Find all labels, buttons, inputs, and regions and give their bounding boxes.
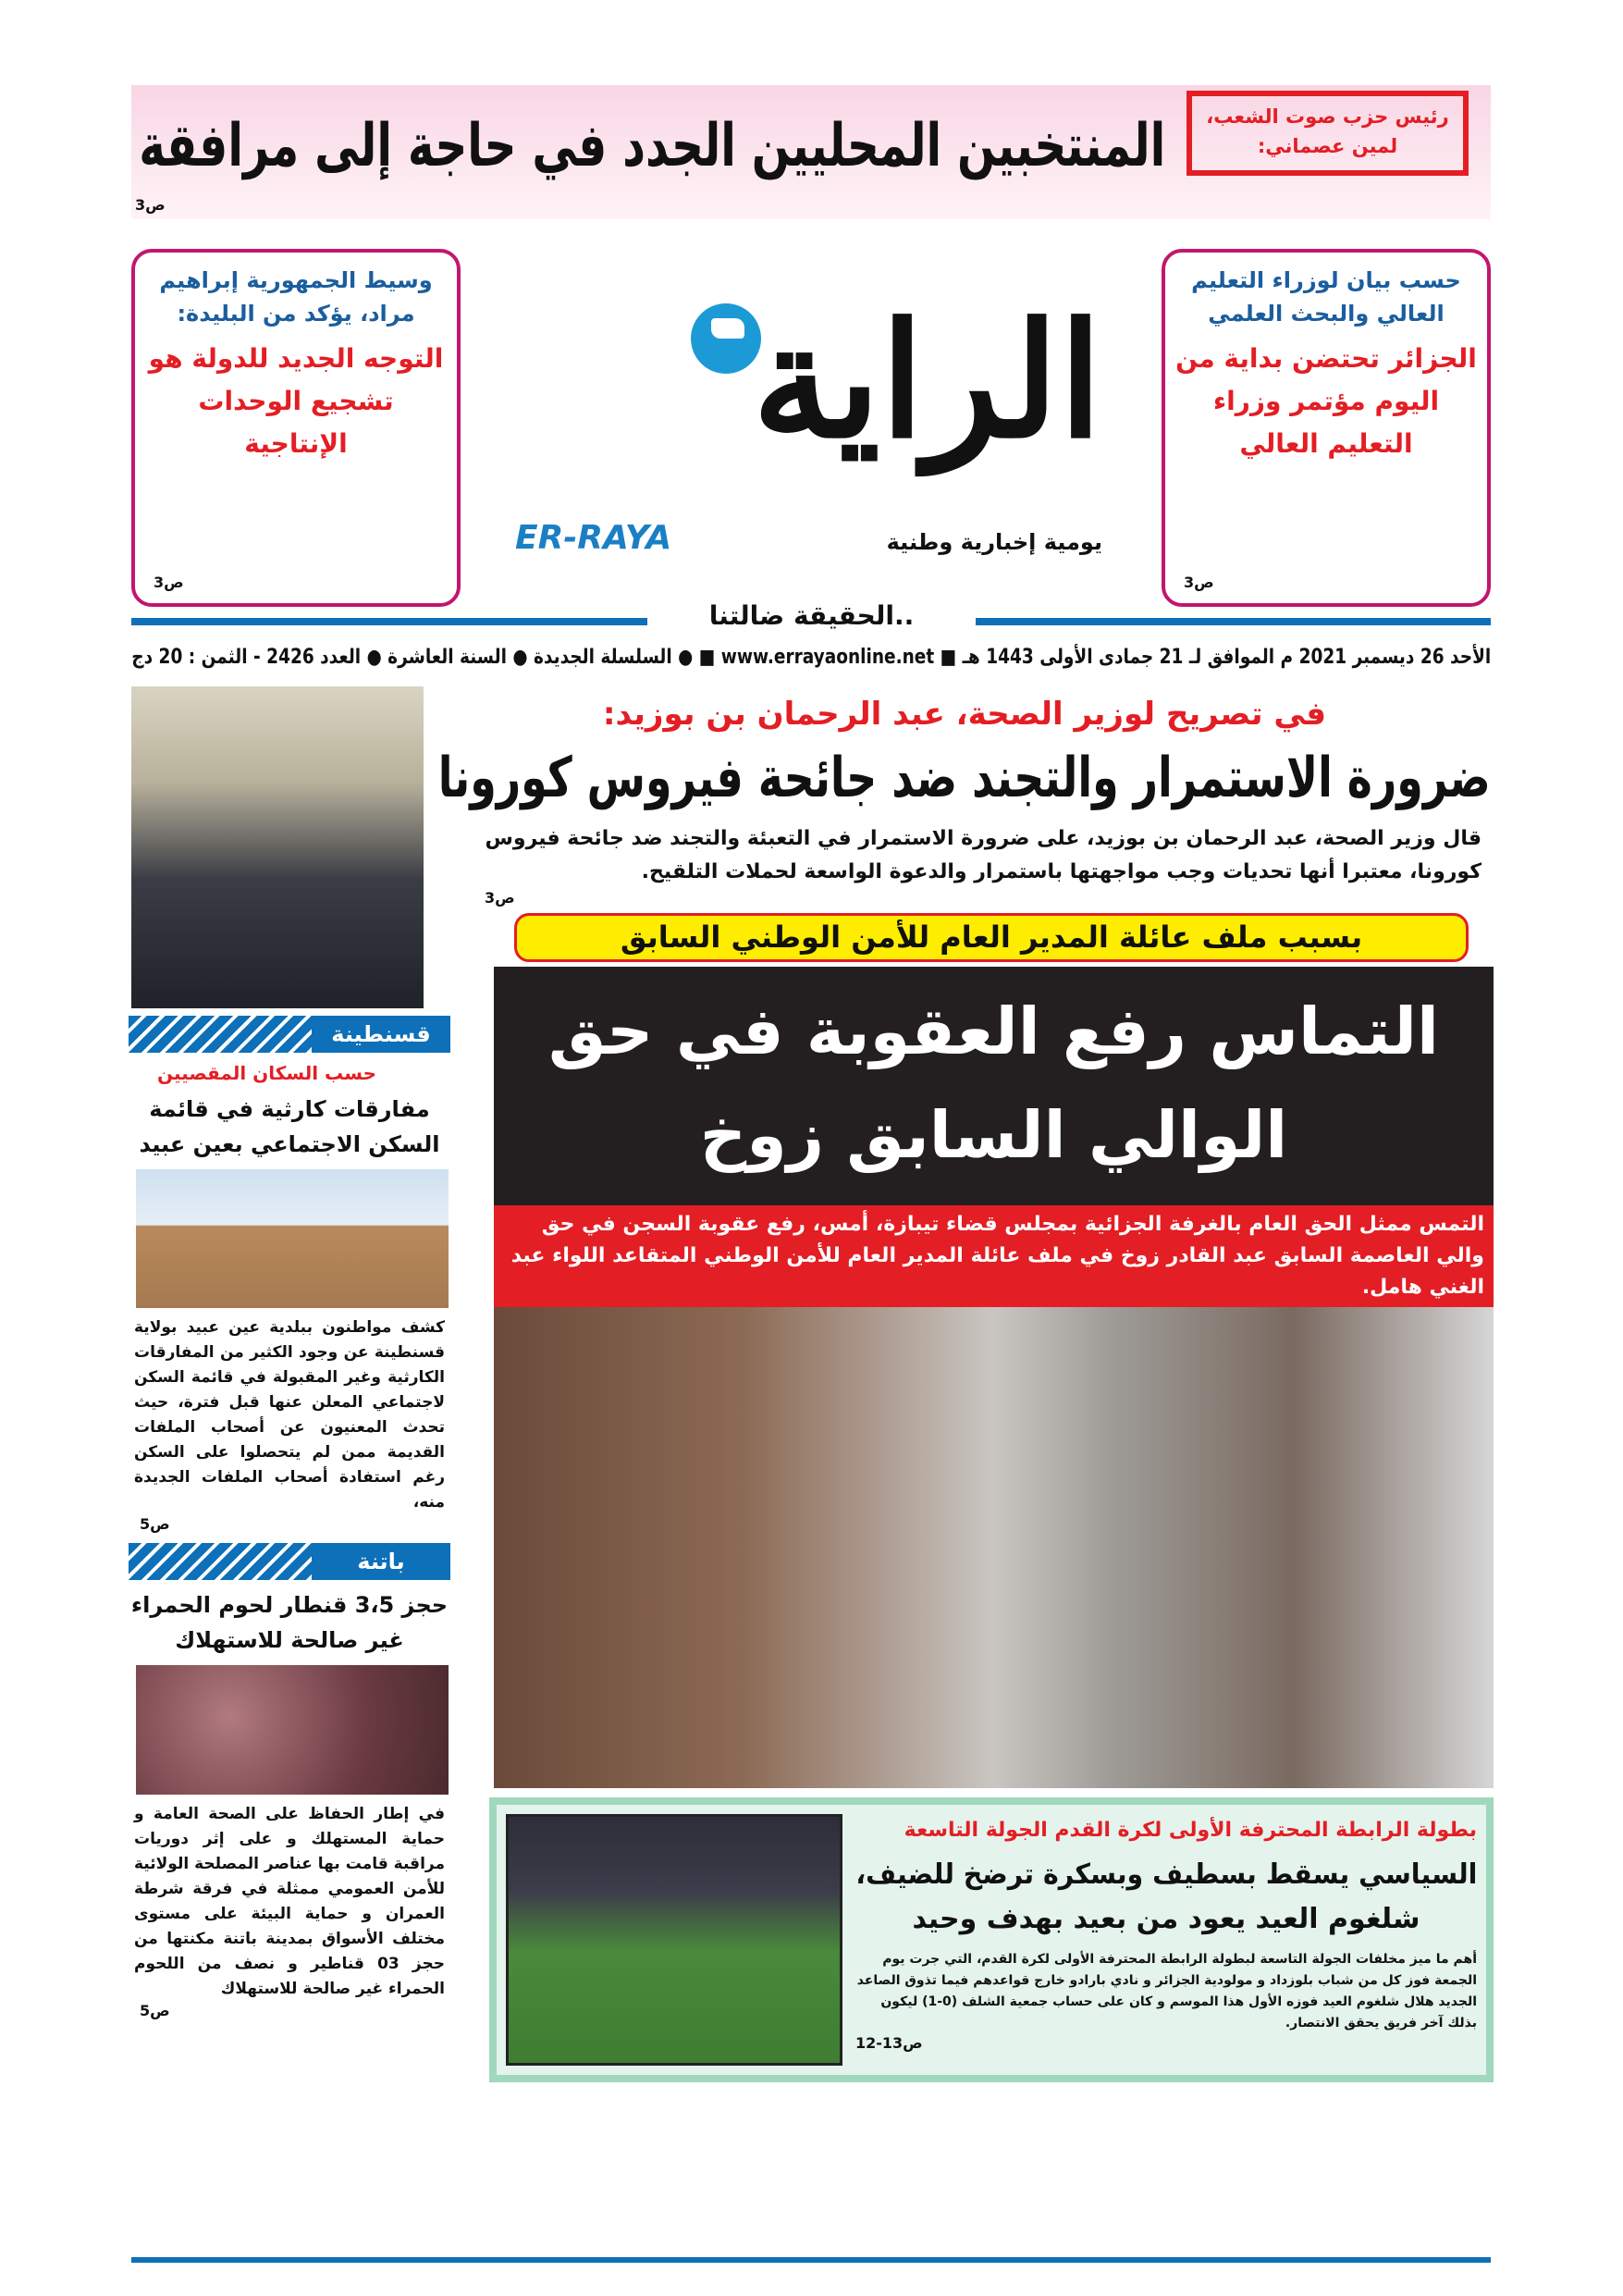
page-ref: ص5 — [140, 2002, 170, 2019]
constantine-body: كشف مواطنون ببلدية عين عبيد بولاية قسنطينة عن وجود الكثير من المفارقات الكارثية وغير المقبولة في قائمة السكن لاجتماعي المعلن عنها قبل فترة، حيث تحدث المعنيون عن أصحاب الملفات القديمة ممن لم يتحصلوا على السكن رغم استفادة أصحاب الملفات الجديدة منه، — [134, 1318, 445, 1512]
meat-photo — [136, 1665, 449, 1795]
page-ref: ص5 — [140, 1515, 170, 1533]
bottom-rule — [131, 2257, 1491, 2263]
football-photo — [506, 1814, 842, 2066]
lead-story[interactable] — [438, 689, 1491, 907]
top-banner-title[interactable]: المنتخبين المحليين الجدد في حاجة إلى مرافقة — [138, 112, 1165, 180]
main-story-title-line1: التماس رفع العقوبة في حق — [547, 994, 1440, 1069]
page-ref: ص3 — [135, 196, 166, 214]
top-banner-kicker: رئيس حزب صوت الشعب، لمين عصماني: — [1187, 91, 1469, 176]
main-story-title[interactable] — [494, 967, 1494, 1205]
page-ref: ص3 — [1184, 574, 1214, 591]
constantine-title[interactable]: مفارقات كارثية في قائمة السكن الاجتماعي بعين عبيد — [139, 1096, 440, 1157]
housing-photo — [136, 1169, 449, 1308]
constantine-kicker: حسب السكان المقصيين — [157, 1062, 376, 1084]
sport-story-body: أهم ما ميز مخلفات الجولة التاسعة لبطولة الرابطة المحترفة الأولى لكرة القدم، التي جرت يوم الجمعة فوز كل من شباب بلوزداد و مولودية الجزائر و نادي بارادو خارج قواعدهم فيما تذوق الصاعد الجديد هلال شلغوم العيد فوزه الأول هذا الموسم و كان على حساب جمعية الشلف (0-1) ليكون بذلك آخر فريق يحقق الانتصار. — [856, 1952, 1477, 2031]
sport-story-title-line1: السياسي يسقط بسطيف وبسكرة ترضخ للضيف، — [855, 1858, 1477, 1891]
batna-body: في إطار الحفاظ على الصحة العامة و حماية المستهلك و على إثر دوريات مراقبة قامت بها عناصر المصلحة الولائية للأمن العمومي ممثلة في فرقة شرطة العمران و حماية البيئة على مستوى مختلف الأسواق بمدينة باتنة مكنتها من حجز 03 قناطير و نصف من اللحوم الحمراء غير صالحة للاستهلاك — [134, 1805, 445, 1998]
right-teaser-intro: حسب بيان لوزراء التعليم العالي والبحث العلمي — [1191, 267, 1461, 327]
masthead-subtitle: يومية إخبارية وطنية — [886, 529, 1102, 555]
page-ref: ص13-12 — [855, 2034, 923, 2052]
main-column — [438, 689, 1494, 2082]
right-teaser-title: الجزائر تحتضن بداية من اليوم مؤتمر وزراء التعليم العالي — [1175, 343, 1477, 459]
page-ref: ص3 — [485, 889, 515, 907]
left-teaser-intro: وسيط الجمهورية إبراهيم مراد، يؤكد من البليدة: — [159, 267, 433, 327]
sport-story-kicker: بطولة الرابطة المحترفة الأولى لكرة القدم الجولة التاسعة — [904, 1819, 1477, 1842]
left-teaser-title: التوجه الجديد للدولة هو تشجيع الوحدات الإنتاجية — [148, 343, 444, 459]
flag-icon — [691, 303, 761, 374]
batna-title[interactable]: حجز 3،5 قنطار لحوم الحمراء غير صالحة للاستهلاك — [130, 1592, 449, 1653]
main-story-photo — [494, 1307, 1494, 1788]
section-label: باتنة — [312, 1543, 450, 1580]
section-bar-constantine — [129, 1016, 450, 1053]
lead-story-kicker: في تصريح لوزير الصحة، عبد الرحمان بن بوزيد: — [602, 696, 1327, 733]
logo-arabic: الراية — [752, 289, 1102, 474]
left-column — [129, 1016, 450, 2020]
minister-photo — [131, 686, 424, 1008]
sport-story-title-line2: شلغوم العيد يعود من بعيد بهدف وحيد — [912, 1903, 1420, 1935]
left-teaser-box[interactable] — [131, 249, 461, 607]
sport-story[interactable] — [489, 1797, 1494, 2082]
main-story-title-line2: الوالي السابق زوخ — [699, 1097, 1288, 1173]
masthead-tagline: ..الحقيقة ضالتنا — [647, 599, 976, 633]
lead-story-title: ضرورة الاستمرار والتجند ضد جائحة فيروس كورونا — [438, 746, 1491, 810]
page-ref: ص3 — [154, 574, 184, 591]
section-label: قسنطينة — [312, 1016, 450, 1053]
dateline: الأحد 26 ديسمبر 2021 م الموافق لـ 21 جمادى الأولى 1443 هـ ■ www.errayaonline.net ■ ● السلسلة الجديدة ● السنة العاشرة ● العدد 2426 - الثمن : 20 دج — [131, 646, 1491, 669]
main-story-kicker: بسبب ملف عائلة المدير العام للأمن الوطني السابق — [514, 913, 1469, 962]
main-story-body: التمس ممثل الحق العام بالغرفة الجزائية بمجلس قضاء تيبازة، أمس، رفع عقوبة السجن في حق والي العاصمة السابق عبد القادر زوخ في ملف عائلة المدير العام للأمن الوطني المتقاعد اللواء عبد الغني هامل. — [494, 1205, 1494, 1307]
right-teaser-box[interactable] — [1162, 249, 1491, 607]
logo-latin: ER-RAYA — [515, 519, 672, 557]
lead-story-body: قال وزير الصحة، عبد الرحمان بن بوزيد، على ضرورة الاستمرار في التعبئة والتجند ضد جائحة فيروس كورونا، معتبرا أنها تحديات وجب مواجهتها باستمرار والدعوة الواسعة لحملات التلقيح. — [485, 827, 1482, 883]
masthead-logo — [497, 270, 1139, 562]
section-bar-batna — [129, 1543, 450, 1580]
